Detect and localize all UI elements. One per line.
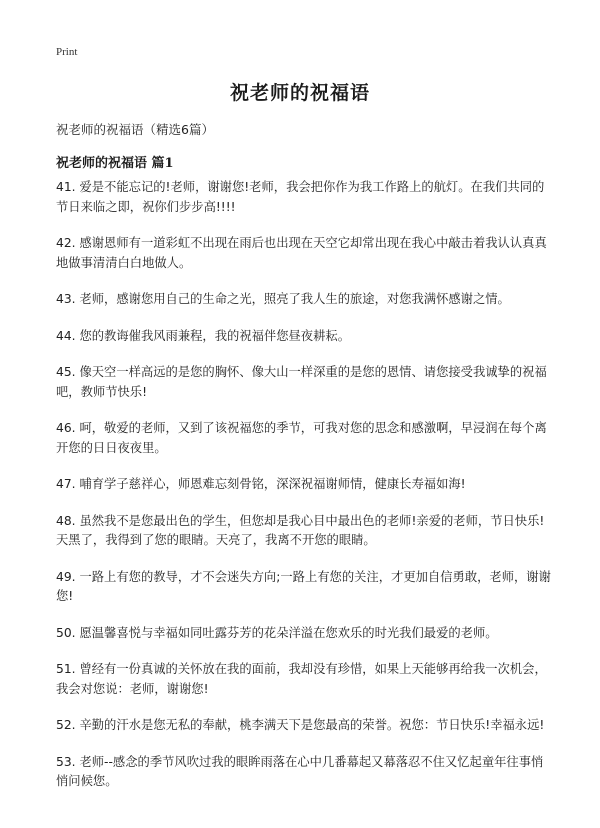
list-item: 53. 老师--感念的季节风吹过我的眼眸雨落在心中几番幕起又幕落忍不住又忆起童年往事悄悄问候您。 [56,754,544,788]
print-label: Print [56,46,78,58]
list-item: 48. 虽然我不是您最出色的学生，但您却是我心目中最出色的老师!亲爱的老师，节日快乐!天黑了，我得到了您的眼睛。天亮了，我离不开您的眼睛。 [56,513,545,547]
list-item: 44. 您的教诲催我风雨兼程，我的祝福伴您昼夜耕耘。 [56,328,350,343]
blessing-list [56,178,552,809]
list-item: 45. 像天空一样高远的是您的胸怀、像大山一样深重的是您的恩情、请您接受我诚挚的祝福吧，教师节快乐! [56,365,547,399]
list-item: 47. 哺育学子慈祥心，师恩难忘刻骨铭，深深祝福谢师情，健康长寿福如海! [56,477,466,491]
list-item: 50. 愿温馨喜悦与幸福如同吐露芬芳的花朵洋溢在您欢乐的时光我们最爱的老师。 [56,625,498,640]
document-subtitle: 祝老师的祝福语（精选6篇） [56,122,214,137]
list-item: 41. 爱是不能忘记的!老师，谢谢您!老师，我会把你作为我工作路上的航灯。在我们共同的节日来临之即，祝你们步步高!!!! [56,180,545,214]
page-title: 祝老师的祝福语 [229,82,370,104]
list-item: 42. 感谢恩师有一道彩虹不出现在雨后也出现在天空它却常出现在我心中敲击着我认认真真地做事清清白白地做人。 [56,236,547,270]
list-item: 49. 一路上有您的教导，才不会迷失方向;一路上有您的关注，才更加自信勇敢，老师，谢谢您! [56,569,551,603]
list-item: 52. 辛勤的汗水是您无私的奉献，桃李满天下是您最高的荣誉。祝您：节日快乐!幸福永远! [56,718,545,732]
section-heading: 祝老师的祝福语 篇1 [56,156,174,171]
list-item: 51. 曾经有一份真诚的关怀放在我的面前，我却没有珍惜，如果上天能够再给我一次机会，我会对您说：老师，谢谢您! [56,662,547,696]
list-item: 43. 老师，感谢您用自己的生命之光，照亮了我人生的旅途，对您我满怀感谢之情。 [56,292,510,306]
list-item: 46. 呵，敬爱的老师，又到了该祝福您的季节，可我对您的思念和感激啊，早浸润在每个离开您的日日夜夜里。 [56,421,547,455]
